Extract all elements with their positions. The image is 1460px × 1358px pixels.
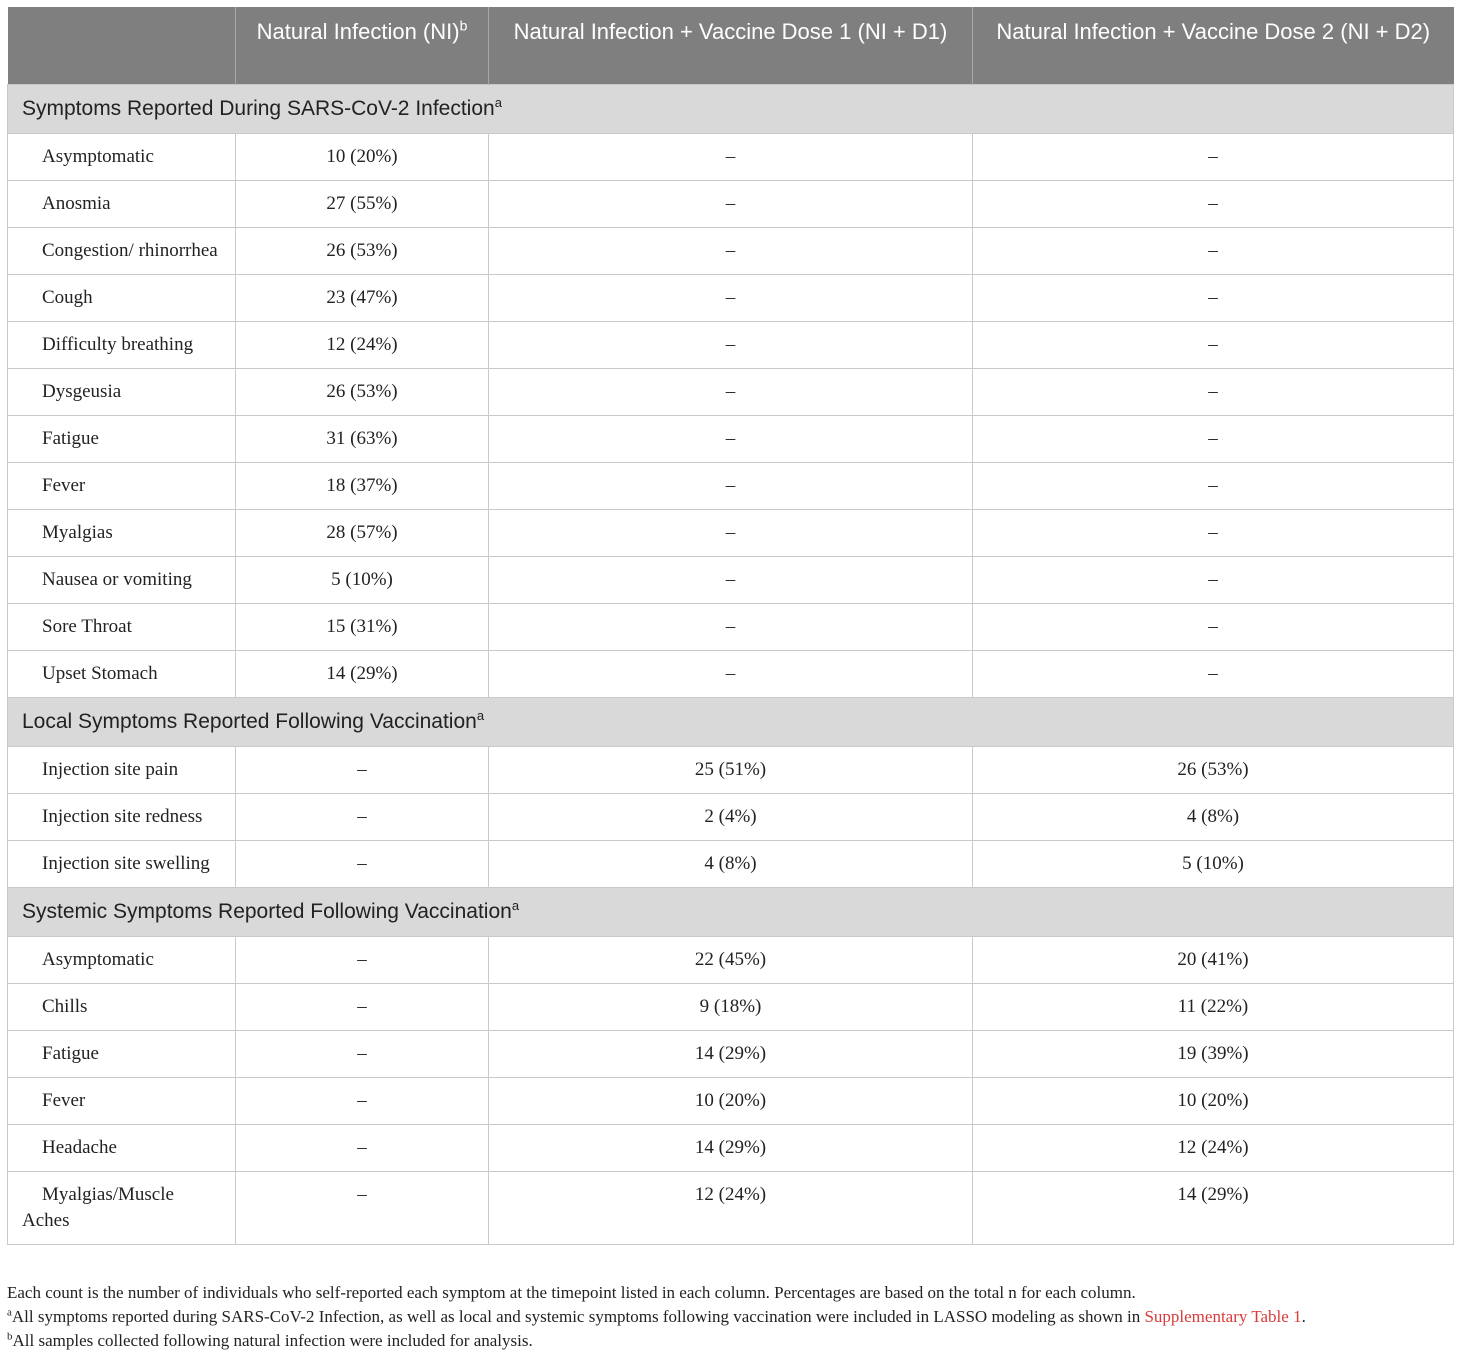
symptom-label: Injection site redness: [8, 794, 236, 841]
count-cell: –: [236, 841, 489, 888]
count-cell: –: [489, 416, 973, 463]
symptom-label: Injection site swelling: [8, 841, 236, 888]
count-cell: –: [236, 1078, 489, 1125]
table-row: [8, 369, 1454, 416]
count-cell: 14 (29%): [236, 651, 489, 698]
count-cell: –: [489, 369, 973, 416]
count-cell: –: [973, 322, 1454, 369]
symptom-label: Congestion/ rhinorrhea: [8, 228, 236, 275]
symptom-label: Chills: [8, 984, 236, 1031]
section-title: Systemic Symptoms Reported Following Vaccination$^a$: [8, 888, 1454, 937]
count-cell: 23 (47%): [236, 275, 489, 322]
count-cell: –: [489, 134, 973, 181]
footnote-b-marker: b: [7, 1330, 13, 1343]
count-cell: –: [236, 984, 489, 1031]
count-cell: –: [973, 369, 1454, 416]
count-cell: 26 (53%): [236, 369, 489, 416]
table-row: [8, 1031, 1454, 1078]
count-cell: 12 (24%): [489, 1172, 973, 1245]
table-row: [8, 275, 1454, 322]
count-cell: –: [489, 275, 973, 322]
count-cell: 2 (4%): [489, 794, 973, 841]
count-cell: 14 (29%): [489, 1031, 973, 1078]
symptom-label: Fever: [8, 463, 236, 510]
symptom-label: Upset Stomach: [8, 651, 236, 698]
count-cell: 31 (63%): [236, 416, 489, 463]
count-cell: –: [489, 463, 973, 510]
count-cell: 10 (20%): [236, 134, 489, 181]
count-cell: –: [973, 181, 1454, 228]
count-cell: –: [236, 747, 489, 794]
header-cell-empty: [8, 7, 236, 85]
symptom-label: Headache: [8, 1125, 236, 1172]
section-header-row: [8, 698, 1454, 747]
symptom-label: Myalgias: [8, 510, 236, 557]
header-cell-ni: Natural Infection (NI)$^b$: [236, 7, 489, 85]
footnote-a-text: All symptoms reported during SARS-CoV-2 Infection, as well as local and systemic symptoms following vaccination were included in LASSO modeling as shown in: [11, 1307, 1145, 1326]
table-row: [8, 228, 1454, 275]
count-cell: –: [973, 416, 1454, 463]
footnote-general: Each count is the number of individuals who self-reported each symptom at the timepoint listed in each column. Percentages are based on the total n for each column.: [7, 1283, 1136, 1302]
table-row: [8, 181, 1454, 228]
header-cell-ni-d2: Natural Infection + Vaccine Dose 2 (NI + D2): [973, 7, 1454, 85]
count-cell: –: [973, 510, 1454, 557]
count-cell: –: [489, 557, 973, 604]
count-cell: 14 (29%): [489, 1125, 973, 1172]
count-cell: 19 (39%): [973, 1031, 1454, 1078]
count-cell: 14 (29%): [973, 1172, 1454, 1245]
count-cell: 4 (8%): [489, 841, 973, 888]
section-header-row: [8, 85, 1454, 134]
count-cell: –: [489, 604, 973, 651]
symptom-label: Cough: [8, 275, 236, 322]
symptom-label: Nausea or vomiting: [8, 557, 236, 604]
count-cell: –: [973, 134, 1454, 181]
count-cell: –: [236, 1031, 489, 1078]
table-row: [8, 747, 1454, 794]
count-cell: –: [489, 322, 973, 369]
count-cell: 26 (53%): [973, 747, 1454, 794]
count-cell: 25 (51%): [489, 747, 973, 794]
table-row: [8, 794, 1454, 841]
count-cell: 28 (57%): [236, 510, 489, 557]
count-cell: 10 (20%): [489, 1078, 973, 1125]
count-cell: –: [973, 463, 1454, 510]
symptom-label: Myalgias/Muscle Aches: [8, 1172, 236, 1245]
footnote-a: $^a$All symptoms reported during SARS-CoV-2 Infection, as well as local and systemic symptoms following vaccination were included in LASSO modeling as shown in Supplementary Table 1.: [7, 1306, 1306, 1326]
table-row: [8, 1125, 1454, 1172]
footnote-b: [7, 1329, 1453, 1353]
symptom-label: Anosmia: [8, 181, 236, 228]
count-cell: –: [236, 937, 489, 984]
table-row: [8, 322, 1454, 369]
table-row: [8, 841, 1454, 888]
section-footnote-marker: a: [511, 897, 520, 913]
count-cell: –: [973, 557, 1454, 604]
count-cell: –: [236, 1125, 489, 1172]
count-cell: 26 (53%): [236, 228, 489, 275]
table-row: [8, 557, 1454, 604]
count-cell: –: [236, 794, 489, 841]
count-cell: 5 (10%): [973, 841, 1454, 888]
count-cell: 15 (31%): [236, 604, 489, 651]
section-footnote-marker: a: [476, 707, 485, 723]
count-cell: 18 (37%): [236, 463, 489, 510]
symptom-label: Fatigue: [8, 1031, 236, 1078]
table-footnotes: [7, 1281, 1453, 1353]
header-cell-ni-d1: Natural Infection + Vaccine Dose 1 (NI + D1): [489, 7, 973, 85]
symptom-label: Asymptomatic: [8, 937, 236, 984]
header-footnote-marker: b: [459, 17, 468, 34]
section-title: Local Symptoms Reported Following Vaccination$^a$: [8, 698, 1454, 747]
table-row: [8, 984, 1454, 1031]
symptom-label: Injection site pain: [8, 747, 236, 794]
count-cell: –: [489, 651, 973, 698]
section-header-row: [8, 888, 1454, 937]
count-cell: 20 (41%): [973, 937, 1454, 984]
table-row: [8, 604, 1454, 651]
footnote-b-text: All samples collected following natural infection were included for analysis.: [12, 1331, 533, 1350]
header-row: [8, 7, 1454, 85]
symptom-label: Asymptomatic: [8, 134, 236, 181]
symptom-label: Fever: [8, 1078, 236, 1125]
table-body: [8, 85, 1454, 1245]
table-header: [8, 7, 1454, 85]
count-cell: –: [973, 228, 1454, 275]
count-cell: 12 (24%): [973, 1125, 1454, 1172]
symptom-label: Fatigue: [8, 416, 236, 463]
table-row: [8, 1078, 1454, 1125]
table-row: [8, 937, 1454, 984]
table-row: [8, 416, 1454, 463]
count-cell: –: [973, 275, 1454, 322]
count-cell: 11 (22%): [973, 984, 1454, 1031]
count-cell: 12 (24%): [236, 322, 489, 369]
symptom-label: Dysgeusia: [8, 369, 236, 416]
footnote-a-marker: a: [7, 1306, 12, 1319]
count-cell: 10 (20%): [973, 1078, 1454, 1125]
count-cell: 9 (18%): [489, 984, 973, 1031]
count-cell: 27 (55%): [236, 181, 489, 228]
count-cell: 5 (10%): [236, 557, 489, 604]
count-cell: 22 (45%): [489, 937, 973, 984]
count-cell: –: [489, 228, 973, 275]
count-cell: –: [236, 1172, 489, 1245]
count-cell: –: [489, 510, 973, 557]
count-cell: –: [489, 181, 973, 228]
symptom-label: Difficulty breathing: [8, 322, 236, 369]
count-cell: –: [973, 604, 1454, 651]
table-row: [8, 651, 1454, 698]
section-title: Symptoms Reported During SARS-CoV-2 Infection$^a$: [8, 85, 1454, 134]
symptoms-table: [7, 7, 1454, 1245]
table-row: [8, 510, 1454, 557]
supplementary-table-link[interactable]: Supplementary Table 1: [1144, 1307, 1302, 1326]
table-row: [8, 1172, 1454, 1245]
count-cell: –: [973, 651, 1454, 698]
table-row: [8, 463, 1454, 510]
count-cell: 4 (8%): [973, 794, 1454, 841]
table-row: [8, 134, 1454, 181]
section-footnote-marker: a: [494, 94, 502, 110]
symptom-label: Sore Throat: [8, 604, 236, 651]
